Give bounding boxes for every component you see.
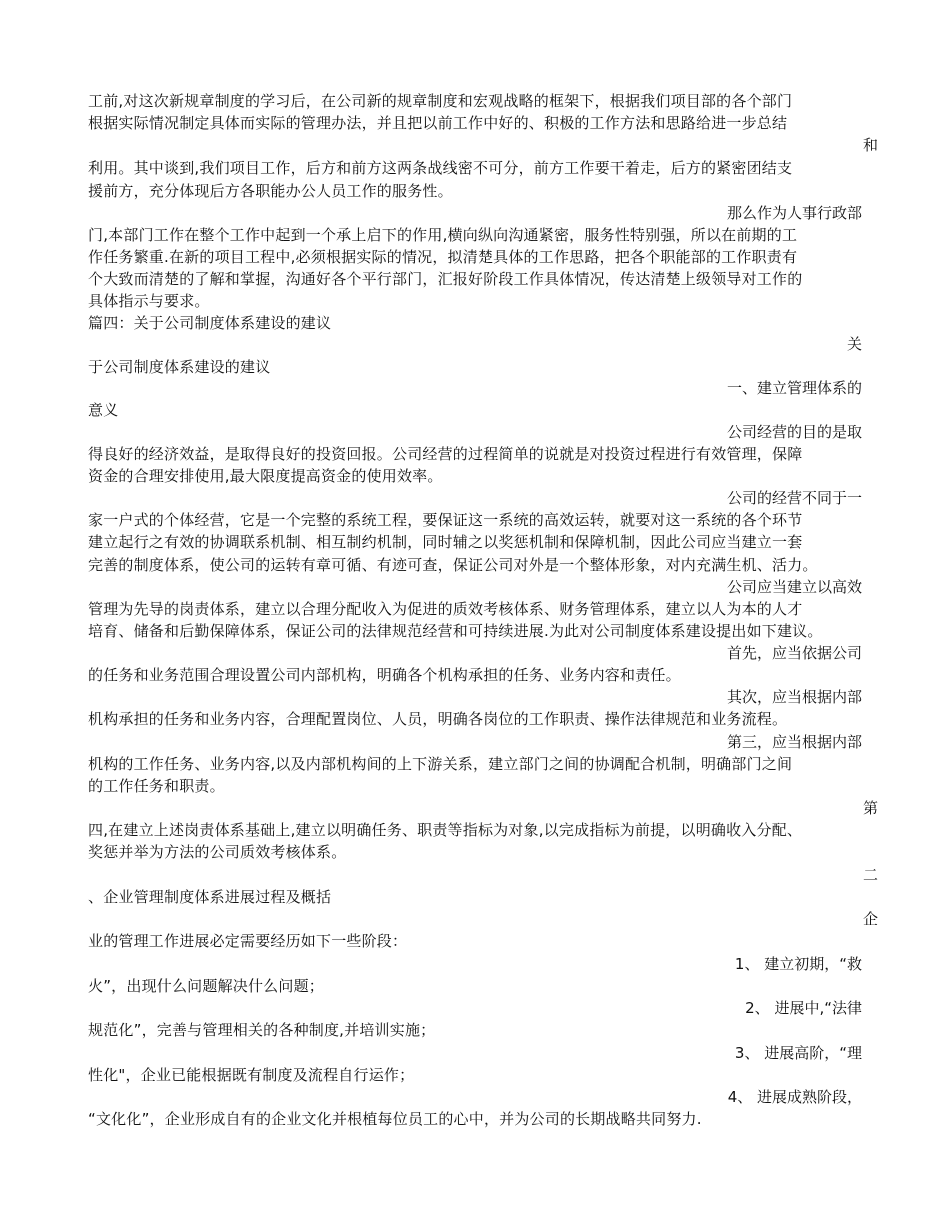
paragraph-line: 四,在建立上述岗责体系基础上,建立以明确任务、职责等指标为对象,以完成指标为前提，以明确收入分配、 bbox=[88, 821, 803, 839]
paragraph-line-fragment: 其次，应当根据内部 bbox=[726, 688, 862, 706]
paragraph-line: 业的管理工作进展必定需要经历如下一些阶段： bbox=[88, 932, 408, 950]
paragraph-line: 机构的工作任务、业务内容,以及内部机构间的上下游关系，建立部门之间的协调配合机制，明确部门之间 bbox=[88, 755, 793, 773]
paragraph-line: 意义 bbox=[88, 401, 119, 419]
paragraph-line: 培育、储备和后勤保障体系，保证公司的法律规范经营和可持续进展.为此对公司制度体系建设提出如下建议。 bbox=[88, 622, 823, 640]
list-item-continuation: “文化化”，企业形成自有的企业文化并根植每位员工的心中，并为公司的长期战略共同努力. bbox=[88, 1110, 702, 1128]
paragraph-line: 得良好的经济效益，是取得良好的投资回报。公司经营的过程简单的说就是对投资过程进行有效管理，保障 bbox=[88, 445, 803, 463]
paragraph-line: 的任务和业务范围合理设置公司内部机构，明确各个机构承担的任务、业务内容和责任。 bbox=[88, 666, 681, 684]
paragraph-line-fragment: 第三，应当根据内部 bbox=[726, 733, 862, 751]
paragraph-line: 门,本部门工作在整个工作中起到一个承上启下的作用,横向纵向沟通紧密，服务性特别强，所以在前期的工 bbox=[88, 226, 798, 244]
paragraph-line-fragment: 公司应当建立以高效 bbox=[726, 578, 862, 596]
paragraph-line: 根据实际情况制定具体而实际的管理办法，并且把以前工作中好的、积极的工作方法和思路给进一步总结 bbox=[88, 114, 788, 132]
paragraph-line: 完善的制度体系，使公司的运转有章可循、有迹可查，保证公司对外是一个整体形象，对内充满生机、活力。 bbox=[88, 556, 818, 574]
paragraph-line: 家一户式的个体经营，它是一个完整的系统工程，要保证这一系统的高效运转，就要对这一系统的各个环节 bbox=[88, 511, 803, 529]
paragraph-line-fragment: 公司经营的目的是取 bbox=[726, 423, 862, 441]
list-item-start: 3、 进展高阶，“理 bbox=[734, 1044, 862, 1062]
list-item-continuation: 性化"，企业已能根据既有制度及流程自行运作； bbox=[88, 1066, 415, 1084]
paragraph-line: 具体指示与要求。 bbox=[88, 292, 210, 310]
subsection-heading: 、企业管理制度体系进展过程及概括 bbox=[88, 888, 332, 906]
list-item-start: 1、 建立初期，“救 bbox=[734, 955, 862, 973]
paragraph-line: 机构承担的任务和业务内容，合理配置岗位、人员，明确各岗位的工作职责、操作法律规范和业务流程。 bbox=[88, 710, 788, 728]
paragraph-line-fragment: 企 bbox=[862, 910, 878, 928]
paragraph-line-fragment: 首先，应当依据公司 bbox=[726, 644, 862, 662]
document-title: 于公司制度体系建设的建议 bbox=[88, 358, 271, 376]
paragraph-line: 作任务繁重.在新的项目工程中,必须根据实际的情况，拟清楚具体的工作思路，把各个职能部的工作职责有 bbox=[88, 248, 798, 266]
list-item-start: 4、 进展成熟阶段， bbox=[727, 1088, 862, 1106]
section-heading: 篇四：关于公司制度体系建设的建议 bbox=[88, 314, 332, 332]
paragraph-line: 资金的合理安排使用,最大限度提高资金的使用效率。 bbox=[88, 467, 443, 485]
list-item-continuation: 火”，出现什么问题解决什么问题； bbox=[88, 977, 324, 995]
list-item-start: 2、 进展中,“法律 bbox=[745, 999, 862, 1017]
paragraph-line-fragment: 那么作为人事行政部 bbox=[726, 204, 862, 222]
paragraph-line-fragment: 关 bbox=[846, 335, 862, 353]
paragraph-line-fragment: 和 bbox=[862, 136, 878, 154]
paragraph-line: 利用。其中谈到,我们项目工作，后方和前方这两条战线密不可分，前方工作要干着走，后方的紧密团结支 bbox=[88, 159, 793, 177]
paragraph-line: 个大致而清楚的了解和掌握，沟通好各个平行部门，汇报好阶段工作具体情况，传达清楚上级领导对工作的 bbox=[88, 270, 803, 288]
list-item-continuation: 规范化”，完善与管理相关的各种制度,并培训实施； bbox=[88, 1021, 436, 1039]
paragraph-line: 建立起行之有效的协调联系机制、相互制约机制，同时辅之以奖惩机制和保障机制，因此公司应当建立一套 bbox=[88, 533, 803, 551]
paragraph-line: 工前,对这次新规章制度的学习后，在公司新的规章制度和宏观战略的框架下，根据我们项目部的各个部门 bbox=[88, 92, 793, 110]
paragraph-line: 援前方，充分体现后方各职能办公人员工作的服务性。 bbox=[88, 182, 453, 200]
paragraph-line: 的工作任务和职责。 bbox=[88, 777, 225, 795]
paragraph-line-fragment: 二 bbox=[862, 866, 878, 884]
subsection-heading: 一、建立管理体系的 bbox=[726, 379, 862, 397]
paragraph-line-fragment: 第 bbox=[862, 799, 878, 817]
paragraph-line: 奖惩并举为方法的公司质效考核体系。 bbox=[88, 843, 347, 861]
paragraph-line: 管理为先导的岗责体系，建立以合理分配收入为促进的质效考核体系、财务管理体系，建立以人为本的人才 bbox=[88, 600, 803, 618]
paragraph-line-fragment: 公司的经营不同于一 bbox=[726, 489, 862, 507]
